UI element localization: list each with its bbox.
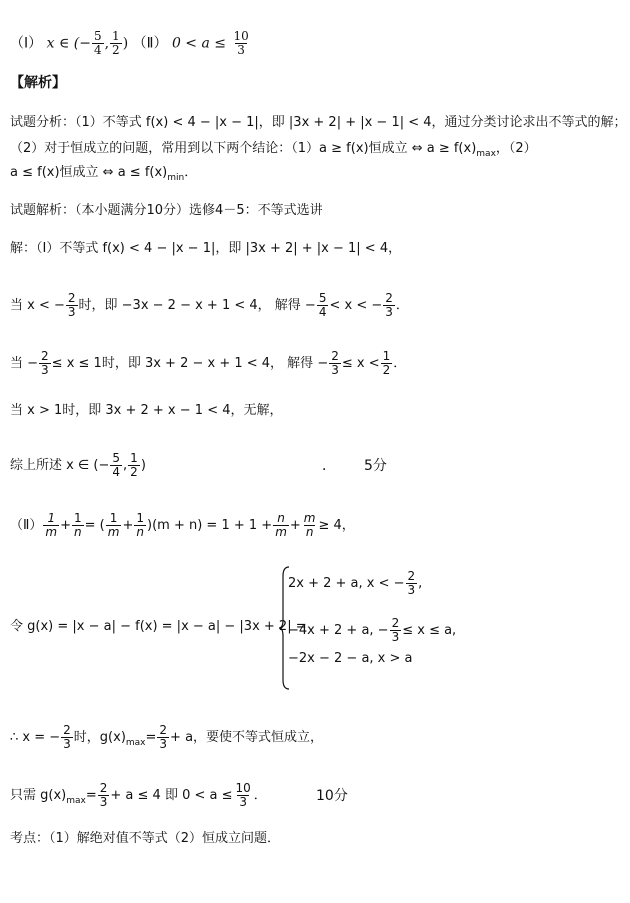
need-line: 只需 $g(x)_{max}=$ $\frac{2}{3}$ + a ≤ 4 即 0 < a ≤ $\frac{10}{3}$ ． bbox=[10, 781, 267, 809]
solution-title: 试题解析：（本小题满分10分）选修4－5：不等式选讲 bbox=[10, 203, 323, 218]
case-3-line: 当 x > 1时，即 3x + 2 + x − 1 < 4，无解， bbox=[10, 403, 283, 418]
solution-step-1: 解：（Ⅰ）不等式 f(x) < 4 − |x − 1|，即 |3x + 2| + |x − 1| < 4， bbox=[10, 241, 402, 256]
score-5: 5分 bbox=[364, 458, 387, 474]
score-10: 10分 bbox=[316, 788, 348, 804]
summary-line: 综上所述 x ∈ (− $\frac{5}{4}$ , $\frac{1}{2}$ ) bbox=[10, 451, 146, 479]
summary-dot: ． bbox=[322, 458, 336, 474]
key-points: 考点：（1）解绝对值不等式（2）恒成立问题． bbox=[10, 831, 281, 846]
answer-line: （Ⅰ） x ∈ (− $\frac{5}{4}$ , $\frac{1}{2}$ ) （Ⅱ） 0 < a ≤ $\frac{10}{3}$ bbox=[10, 29, 249, 57]
case-row-1: 2x + 2 + a, x < − $\frac{2}{3}$ , bbox=[288, 569, 423, 597]
section-header: 【解析】 bbox=[10, 75, 66, 91]
case-2-line: 当 − $\frac{2}{3}$ ≤ x ≤ 1时，即 3x + 2 − x + 1 < 4， 解得 − $\frac{2}{3}$ ≤ x < $\frac{1}{2}$ ． bbox=[10, 349, 407, 377]
analysis-line-2: （2）对于恒成立的问题，常用到以下两个结论：（1）a ≥ f(x)恒成立 ⇔ $a \ge f(x)_{max}$，（2） bbox=[10, 141, 537, 159]
case-1-line: 当 x < − $\frac{2}{3}$ 时，即 −3x − 2 − x + 1 < 4， 解得 − $\frac{5}{4}$ < x < − $\frac{2}{3}$ ． bbox=[10, 291, 409, 319]
fraction: $\frac{10}{3}$ bbox=[233, 29, 249, 57]
case-row-2: −4x + 2 + a, − $\frac{2}{3}$ ≤ x ≤ a, bbox=[288, 616, 457, 644]
fraction: $\frac{1}{2}$ bbox=[112, 29, 120, 57]
part2-label: （Ⅱ） bbox=[132, 35, 168, 52]
part1-label: （Ⅰ） bbox=[10, 35, 43, 52]
analysis-line-3: a ≤ f(x)恒成立 ⇔ $a \le f(x)_{min}$． bbox=[10, 165, 198, 183]
g-definition: 令 g(x) = |x − a| − f(x) = |x − a| − |3x + 2| = bbox=[10, 619, 307, 634]
fraction: $\frac{5}{4}$ bbox=[93, 29, 102, 57]
part2-line: （Ⅱ） $\frac{1}{m}$ + $\frac{1}{n}$ = ( $\frac{1}{m}$ + $\frac{1}{n}$ )(m + n) = 1 + 1 + $\frac{n}{m}$ + $\frac{m}{n}$ ≥ 4， bbox=[10, 511, 355, 539]
analysis-line-1: 试题分析：（1）不等式 f(x) < 4 − |x − 1|，即 |3x + 2| + |x − 1| < 4，通过分类讨论求出不等式的解； bbox=[10, 115, 627, 130]
therefore-line: ∴ x = − $\frac{2}{3}$ 时，$g(x)_{max}=$ $\frac{2}{3}$ + a，要使不等式恒成立， bbox=[10, 723, 324, 751]
case-row-3: −2x − 2 − a, x > a bbox=[288, 651, 413, 666]
